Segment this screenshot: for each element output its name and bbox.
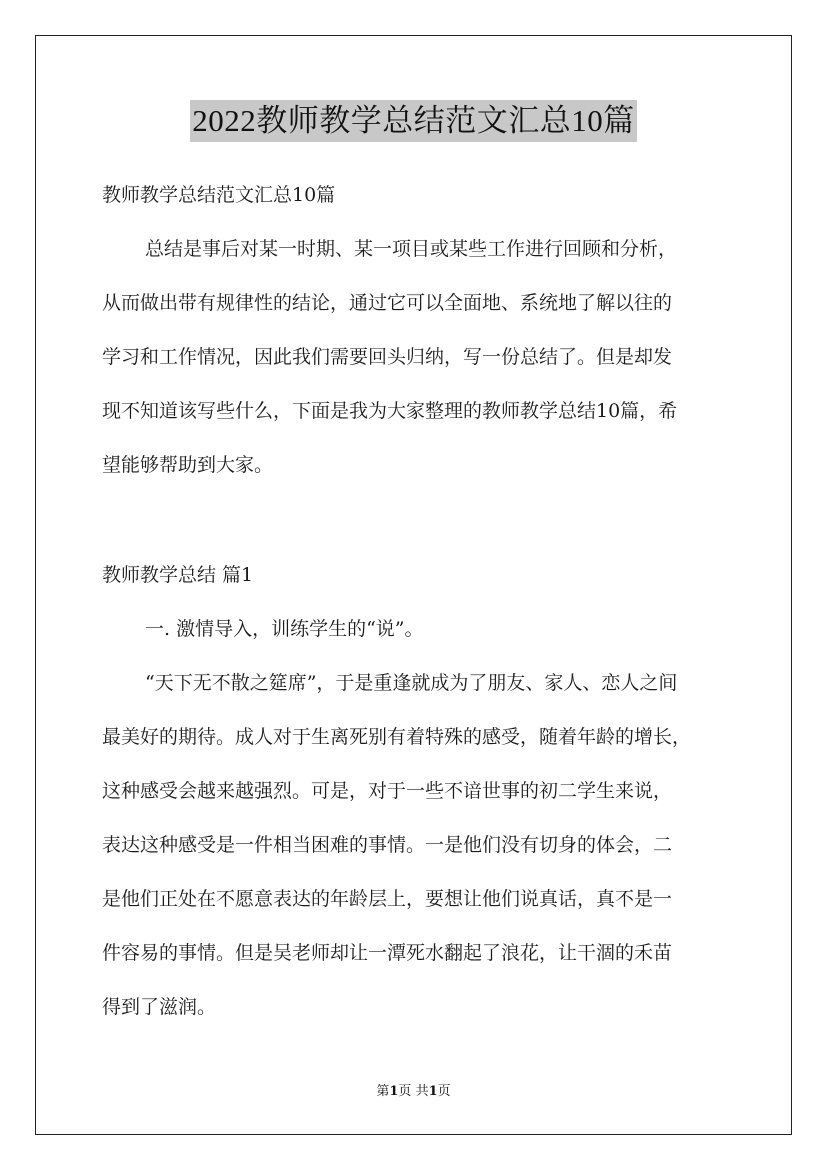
section-heading: 教师教学总结 篇1 <box>102 564 254 586</box>
body-line: “天下无不散之筵席”，于是重逢就成为了朋友、家人、恋人之间 <box>145 672 678 694</box>
total-pages: 1 <box>428 1084 438 1099</box>
body-line: 是他们正处在不愿意表达的年龄层上，要想让他们说真话，真不是一 <box>102 888 673 910</box>
intro-line: 望能够帮助到大家。 <box>102 454 274 476</box>
page-number-suffix: 页 <box>398 1084 412 1099</box>
title-container <box>0 100 827 142</box>
intro-line: 学习和工作情况，因此我们需要回头归纳，写一份总结了。但是却发 <box>102 346 673 368</box>
page-footer <box>0 1084 827 1100</box>
document-title: 2022教师教学总结范文汇总10篇 <box>190 100 637 142</box>
body-line: 得到了滋润。 <box>102 996 217 1018</box>
point-heading: 一. 激情导入，训练学生的“说”。 <box>145 618 424 640</box>
total-pages-prefix: 共 <box>415 1084 429 1099</box>
intro-line: 从而做出带有规律性的结论，通过它可以全面地、系统地了解以往的 <box>102 292 673 314</box>
page-number: 1 <box>389 1084 399 1099</box>
intro-line: 总结是事后对某一时期、某一项目或某些工作进行回顾和分析， <box>145 238 678 260</box>
body-line: 表达这种感受是一件相当困难的事情。一是他们没有切身的体会，二 <box>102 834 673 856</box>
intro-line: 现不知道该写些什么，下面是我为大家整理的教师教学总结10篇，希 <box>102 400 678 422</box>
total-pages-suffix: 页 <box>437 1084 451 1099</box>
body-line: 最美好的期待。成人对于生离死别有着特殊的感受，随着年龄的增长， <box>102 726 692 748</box>
body-line: 件容易的事情。但是吴老师却让一潭死水翻起了浪花，让干涸的禾苗 <box>102 942 673 964</box>
body-line: 这种感受会越来越强烈。可是，对于一些不谙世事的初二学生来说， <box>102 780 673 802</box>
document-subtitle: 教师教学总结范文汇总10篇 <box>102 184 336 206</box>
page-number-prefix: 第 <box>376 1084 390 1099</box>
